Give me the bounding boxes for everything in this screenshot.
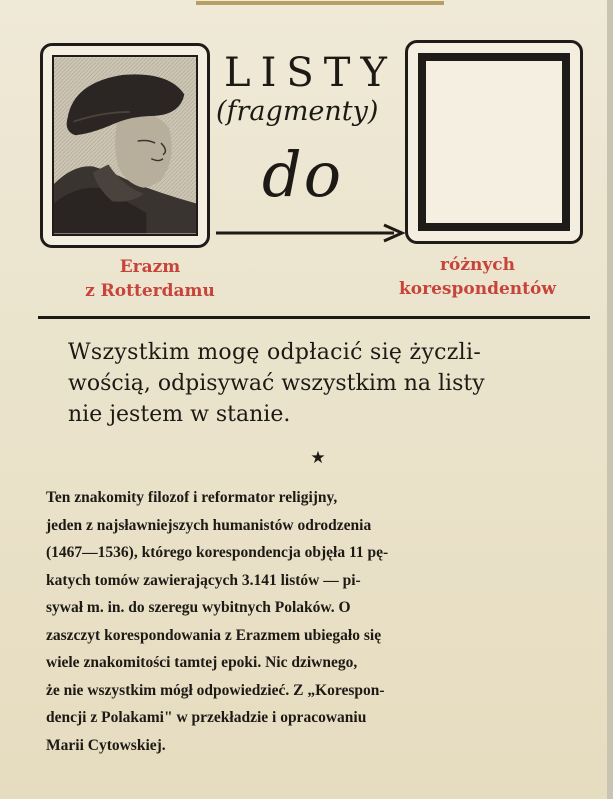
body-line: dencji z Polakami" w przekładzie i opracowaniu: [46, 709, 367, 726]
editorial-note: [46, 484, 590, 759]
quote-line: nie jestem w stanie.: [68, 402, 291, 427]
erasmus-portrait: [52, 55, 198, 236]
body-line: zaszczyt korespondowania z Erazmem ubiegało się: [46, 626, 382, 644]
portrait-frame: [40, 43, 210, 248]
recipient-line-2: korespondentów: [399, 279, 556, 299]
star-separator-icon: ★: [310, 448, 326, 468]
letter-quote: [68, 337, 590, 430]
portrait-illustration: [54, 57, 196, 234]
recipient-frame: [405, 40, 583, 244]
recipient-line-1: różnych: [440, 255, 515, 275]
quote-line: Wszystkim mogę odpłacić się życzli-: [68, 340, 482, 365]
author-caption: [60, 255, 240, 303]
section-divider: [38, 316, 590, 319]
top-rule: [196, 1, 444, 5]
empty-portrait-box: [418, 53, 570, 231]
title-connector: do: [262, 138, 344, 211]
page-title: LISTY: [224, 50, 397, 96]
body-line: sywał m. in. do szeregu wybitnych Polaków. O: [46, 599, 351, 616]
page-subtitle: (fragmenty): [216, 96, 379, 127]
page-edge: [607, 0, 613, 799]
arrow-right-icon: [216, 222, 406, 244]
author-origin: z Rotterdamu: [85, 281, 215, 301]
body-line: Ten znakomity filozof i reformator religijny,: [46, 489, 338, 506]
body-line: że nie wszystkim mógł odpowiedzieć. Z „Korespon-: [46, 681, 385, 699]
recipient-caption: [355, 253, 600, 301]
body-line: katych tomów zawierających 3.141 listów — pi-: [46, 571, 361, 589]
body-line: (1467—1536), którego korespondencja objęła 11 pę-: [46, 544, 389, 561]
body-line: jeden z najsławniejszych humanistów odrodzenia: [46, 516, 372, 534]
body-line: Marii Cytowskiej.: [46, 736, 166, 754]
body-line: wiele znakomitości tamtej epoki. Nic dziwnego,: [46, 654, 358, 671]
author-name: Erazm: [119, 257, 181, 277]
quote-line: wością, odpisywać wszystkim na listy: [68, 371, 485, 396]
